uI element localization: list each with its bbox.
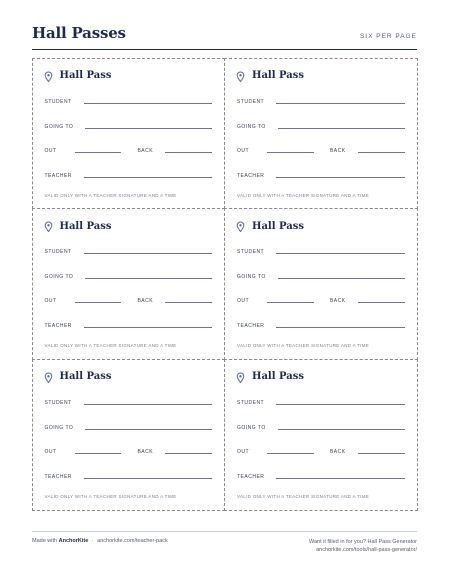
pass-title: Hall Pass: [252, 220, 304, 232]
student-field[interactable]: [84, 252, 212, 254]
going-to-row: [237, 274, 405, 280]
student-row: [237, 400, 405, 406]
back-field[interactable]: [165, 301, 212, 303]
page-title: Hall Passes: [32, 24, 126, 42]
teacher-field[interactable]: [84, 176, 212, 178]
out-field[interactable]: [267, 452, 314, 454]
out-back-row: [45, 148, 213, 154]
student-field[interactable]: [276, 403, 404, 405]
out-field[interactable]: [267, 301, 314, 303]
brand-name[interactable]: AnchorKite: [58, 538, 89, 544]
back-field[interactable]: [358, 452, 405, 454]
student-label: STUDENT: [237, 98, 265, 105]
pass-header: [44, 371, 112, 383]
going-to-label: GOING TO: [44, 123, 74, 130]
hall-pass-card: [224, 208, 418, 360]
student-label: STUDENT: [44, 249, 72, 256]
student-row: [45, 400, 213, 406]
map-pin-icon: [44, 220, 53, 232]
student-field[interactable]: [276, 102, 404, 104]
out-label: OUT: [237, 448, 250, 455]
out-label: OUT: [44, 448, 57, 455]
teacher-row: [45, 474, 213, 480]
pass-title: Hall Pass: [59, 220, 112, 232]
back-label: BACK: [329, 298, 346, 305]
out-back-row: [237, 148, 405, 154]
pass-header: [44, 220, 112, 232]
pass-title: Hall Pass: [252, 371, 304, 383]
student-row: [45, 249, 213, 255]
student-row: [237, 99, 405, 105]
pass-grid: [32, 58, 417, 510]
going-to-row: [45, 274, 213, 280]
out-field[interactable]: [267, 151, 314, 153]
out-label: OUT: [237, 147, 250, 154]
going-to-field[interactable]: [278, 277, 405, 279]
out-label: OUT: [44, 147, 57, 154]
student-field[interactable]: [84, 102, 212, 104]
footer-promo: [309, 538, 417, 554]
back-field[interactable]: [358, 151, 405, 153]
hall-pass-card: [32, 359, 226, 511]
pass-header: [44, 70, 112, 82]
promo-url[interactable]: anchorkite.com/tools/hall-pass-generator/: [316, 547, 417, 553]
out-field[interactable]: [75, 301, 122, 303]
out-field[interactable]: [75, 452, 122, 454]
going-to-label: GOING TO: [237, 274, 266, 281]
back-label: BACK: [137, 298, 154, 305]
going-to-row: [237, 425, 405, 431]
teacher-row: [45, 323, 213, 329]
pass-title: Hall Pass: [59, 371, 112, 383]
teacher-label: TEACHER: [44, 473, 72, 480]
validity-note: VALID ONLY WITH A TEACHER SIGNATURE AND A TIME: [44, 493, 177, 499]
teacher-label: TEACHER: [237, 172, 265, 179]
pass-title: Hall Pass: [59, 70, 112, 81]
student-row: [45, 99, 213, 105]
validity-note: VALID ONLY WITH A TEACHER SIGNATURE AND A TIME: [237, 493, 370, 499]
promo-text[interactable]: Want it filled in for you? Hall Pass Generator: [308, 539, 417, 545]
going-to-label: GOING TO: [237, 424, 266, 431]
hall-pass-card: [32, 208, 226, 360]
back-label: BACK: [137, 147, 154, 154]
back-field[interactable]: [165, 151, 212, 153]
teacher-field[interactable]: [84, 326, 212, 328]
student-label: STUDENT: [44, 98, 72, 105]
out-field[interactable]: [75, 151, 122, 153]
footer-divider: [32, 531, 417, 532]
title-divider: [32, 49, 417, 50]
student-row: [237, 249, 405, 255]
going-to-field[interactable]: [278, 127, 405, 129]
back-label: BACK: [137, 448, 154, 455]
out-label: OUT: [237, 298, 250, 305]
footer-credit: [32, 538, 168, 544]
teacher-label: TEACHER: [237, 473, 265, 480]
teacher-field[interactable]: [276, 326, 404, 328]
student-label: STUDENT: [44, 399, 72, 406]
out-label: OUT: [44, 298, 57, 305]
teacher-field[interactable]: [276, 176, 404, 178]
back-field[interactable]: [358, 301, 405, 303]
teacher-label: TEACHER: [44, 172, 72, 179]
going-to-row: [45, 425, 213, 431]
teacher-field[interactable]: [276, 477, 404, 479]
out-back-row: [45, 298, 213, 304]
student-label: STUDENT: [237, 249, 265, 256]
pass-header: [236, 220, 304, 232]
validity-note: VALID ONLY WITH A TEACHER SIGNATURE AND A TIME: [44, 192, 177, 198]
going-to-row: [237, 124, 405, 130]
validity-note: VALID ONLY WITH A TEACHER SIGNATURE AND A TIME: [237, 192, 370, 198]
going-to-field[interactable]: [278, 428, 405, 430]
teacher-label: TEACHER: [237, 323, 265, 330]
teacher-field[interactable]: [84, 477, 212, 479]
student-field[interactable]: [84, 403, 212, 405]
hall-pass-card: [224, 58, 418, 210]
student-label: STUDENT: [237, 399, 265, 406]
teacher-row: [237, 173, 405, 179]
back-field[interactable]: [165, 452, 212, 454]
map-pin-icon: [236, 220, 245, 232]
footer-url[interactable]: anchorkite.com/teacher-pack: [97, 538, 168, 544]
going-to-label: GOING TO: [237, 123, 266, 130]
validity-note: VALID ONLY WITH A TEACHER SIGNATURE AND A TIME: [44, 343, 177, 349]
going-to-label: GOING TO: [44, 274, 74, 281]
out-back-row: [237, 449, 405, 455]
student-field[interactable]: [276, 252, 404, 254]
hall-pass-card: [224, 359, 418, 511]
pass-header: [236, 70, 304, 82]
back-label: BACK: [329, 147, 346, 154]
going-to-field[interactable]: [85, 428, 212, 430]
teacher-row: [237, 323, 405, 329]
going-to-field[interactable]: [85, 127, 212, 129]
map-pin-icon: [236, 70, 245, 82]
map-pin-icon: [44, 70, 53, 82]
out-back-row: [237, 298, 405, 304]
page-subtitle: SIX PER PAGE: [359, 33, 417, 40]
going-to-label: GOING TO: [44, 424, 74, 431]
hall-pass-card: [32, 58, 226, 210]
going-to-field[interactable]: [85, 277, 212, 279]
pass-header: [236, 371, 304, 383]
footer-separator: ·: [91, 538, 94, 544]
map-pin-icon: [44, 371, 53, 383]
going-to-row: [45, 124, 213, 130]
teacher-label: TEACHER: [44, 323, 72, 330]
pass-title: Hall Pass: [252, 70, 304, 81]
teacher-row: [237, 474, 405, 480]
out-back-row: [45, 449, 213, 455]
made-with-text: Made with: [32, 538, 58, 544]
back-label: BACK: [329, 448, 346, 455]
validity-note: VALID ONLY WITH A TEACHER SIGNATURE AND A TIME: [237, 343, 370, 349]
map-pin-icon: [236, 371, 245, 383]
teacher-row: [45, 173, 213, 179]
